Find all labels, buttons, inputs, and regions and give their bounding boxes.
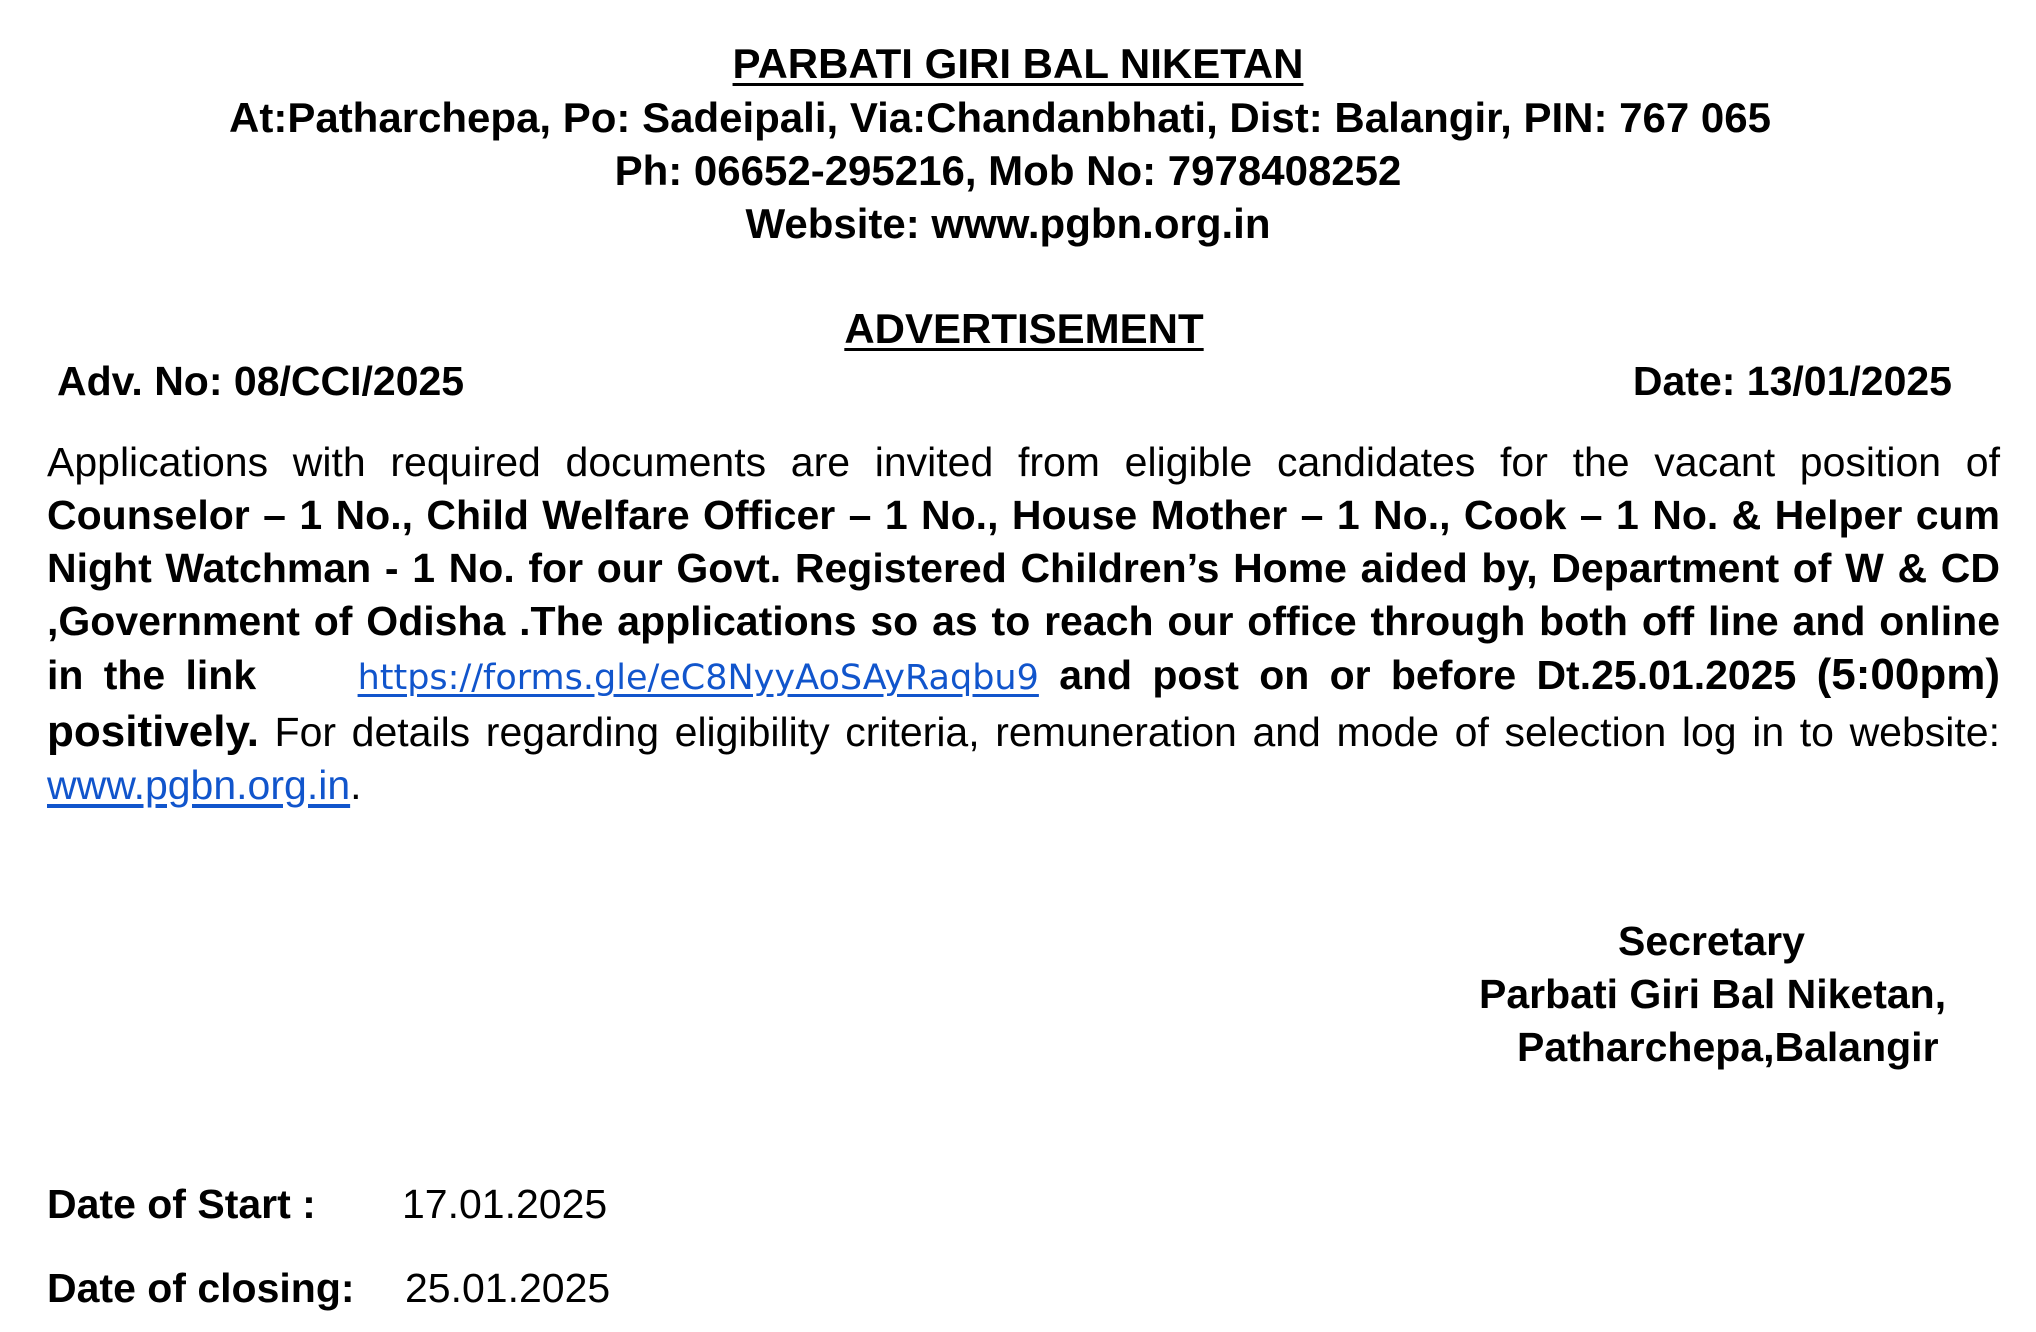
body-deadline-time: (5:00pm) positively. bbox=[47, 650, 2000, 756]
body-positions: Counselor – 1 No., Child Welfare Officer – 1 No., House Mother – 1 No., Cook – 1 No. & Helper cum Night Watchman - 1 No. for our Govt. Registered Children’s Home aided by, Department of W & CD ,Government of Odisha .The applications so as to reach our office through both off line and online in the link bbox=[47, 492, 2000, 698]
date-of-start-value: 17.01.2025 bbox=[402, 1181, 608, 1227]
advertisement-body bbox=[47, 436, 2000, 812]
signature-role: Secretary bbox=[1618, 918, 1805, 964]
body-end-period: . bbox=[350, 762, 362, 808]
advertisement-date: Date: 13/01/2025 bbox=[1632, 358, 1952, 404]
advertisement-title: ADVERTISEMENT bbox=[844, 305, 1204, 352]
date-of-closing-value: 25.01.2025 bbox=[405, 1265, 611, 1311]
signature-place: Patharchepa,Balangir bbox=[1517, 1024, 1939, 1070]
organization-address: At:Patharchepa, Po: Sadeipali, Via:Chandanbhati, Dist: Balangir, PIN: 767 065 bbox=[229, 94, 1771, 141]
signature-org: Parbati Giri Bal Niketan, bbox=[1479, 971, 1947, 1017]
organization-website: Website: www.pgbn.org.in bbox=[745, 200, 1271, 247]
advertisement-number: Adv. No: 08/CCI/2025 bbox=[57, 358, 465, 404]
date-of-closing-label: Date of closing: bbox=[47, 1265, 355, 1311]
body-post-phrase: and post on or before Dt.25.01.2025 bbox=[1059, 652, 1797, 698]
organization-phone: Ph: 06652-295216, Mob No: 7978408252 bbox=[614, 147, 1402, 194]
body-details-text: For details regarding eligibility criteria, remuneration and mode of selection log in to website: bbox=[274, 709, 2000, 755]
body-intro: Applications with required documents are invited from eligible candidates for the vacant position of bbox=[47, 439, 2000, 485]
body-paragraph bbox=[47, 436, 2000, 812]
google-form-link[interactable]: https://forms.gle/eC8NyyAoSAyRaqbu9 bbox=[357, 658, 1039, 698]
date-of-start-label: Date of Start : bbox=[47, 1181, 316, 1227]
organization-name: PARBATI GIRI BAL NIKETAN bbox=[732, 40, 1304, 87]
website-link[interactable]: www.pgbn.org.in bbox=[47, 762, 351, 808]
